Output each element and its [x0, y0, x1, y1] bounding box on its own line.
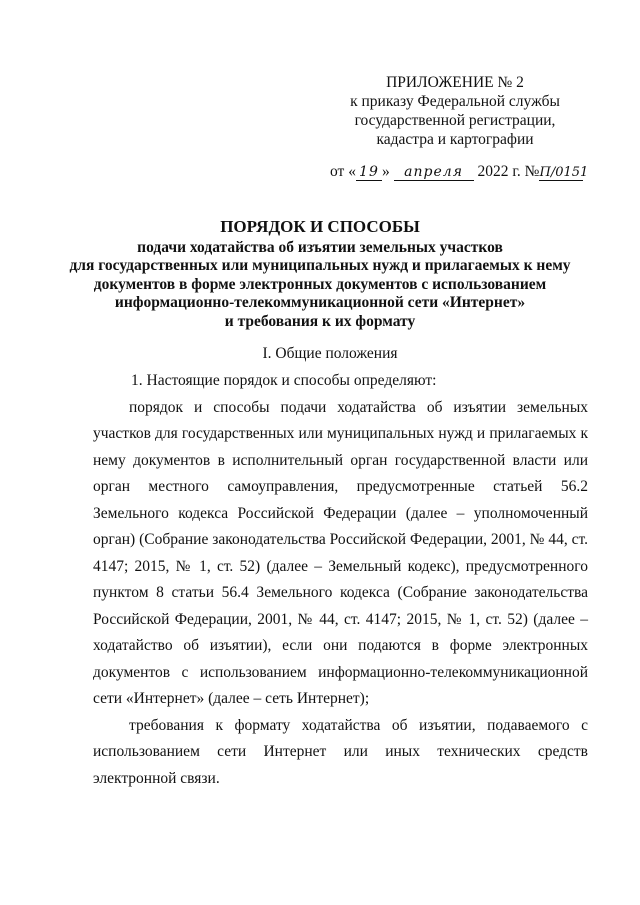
title-line-1: подачи ходатайства об изъятии земельных участков [137, 238, 503, 256]
title-line-3: документов в форме электронных документов с использованием [93, 275, 547, 293]
body-text [93, 368, 588, 792]
document-title [60, 218, 580, 331]
appendix-header [330, 73, 580, 149]
title-line-4: информационно-телекоммуникационной сети «Интернет» [114, 294, 526, 311]
order-month: апреля [394, 165, 474, 181]
order-prefix: от « [330, 163, 356, 180]
order-year: 2022 г. № [477, 163, 540, 180]
title-line-5: и требования к их формату [224, 312, 416, 330]
paragraph-3: требования к формату ходатайства об изъятии, подаваемого с использованием сети Интернет или иных технических средств электронной связи. [93, 716, 588, 787]
section-heading: I. Общие положения [262, 345, 398, 362]
paragraph-2: порядок и способы подачи ходатайства об изъятии земельных участков для государственных или муниципальных нужд и прилагаемых к нему документов в исполнительный орган государственной власти или орган местного самоуправления, предусмотренные статьей 56.2 Земельного кодекса Российской Федерации (далее – уполномоченный орган) (Собрание законодательства Российской Федерации, 2001, № 44, ст. 4147; 2015, № 1, ст. 52) (далее – Земельный кодекс), предусмотренного пунктом 8 статьи 56.4 Земельного кодекса (Собрание законодательства Российской Федерации, 2001, № 44, ст. 4147; 2015, № 1, ст. 52) (далее – ходатайство об изъятии), если они подаются в форме электронных документов с использованием информационно-телекоммуникационной сети «Интернет» (далее – сеть Интернет); [93, 398, 588, 707]
order-number: П/0151 [539, 165, 589, 180]
appendix-title: ПРИЛОЖЕНИЕ № 2 [386, 74, 524, 91]
paragraph-1: 1. Настоящие порядок и способы определяют: [131, 372, 437, 389]
appendix-line-2: государственной регистрации, [354, 112, 556, 129]
title-line-2: для государственных или муниципальных нужд и прилагаемых к нему [69, 257, 571, 274]
order-day: 19 [356, 165, 382, 181]
order-mid: » [381, 163, 390, 180]
appendix-line-3: кадастра и картографии [376, 131, 534, 148]
appendix-line-1: к приказу Федеральной службы [350, 93, 560, 110]
title-main: ПОРЯДОК И СПОСОБЫ [220, 217, 420, 236]
order-date-number [330, 163, 589, 181]
